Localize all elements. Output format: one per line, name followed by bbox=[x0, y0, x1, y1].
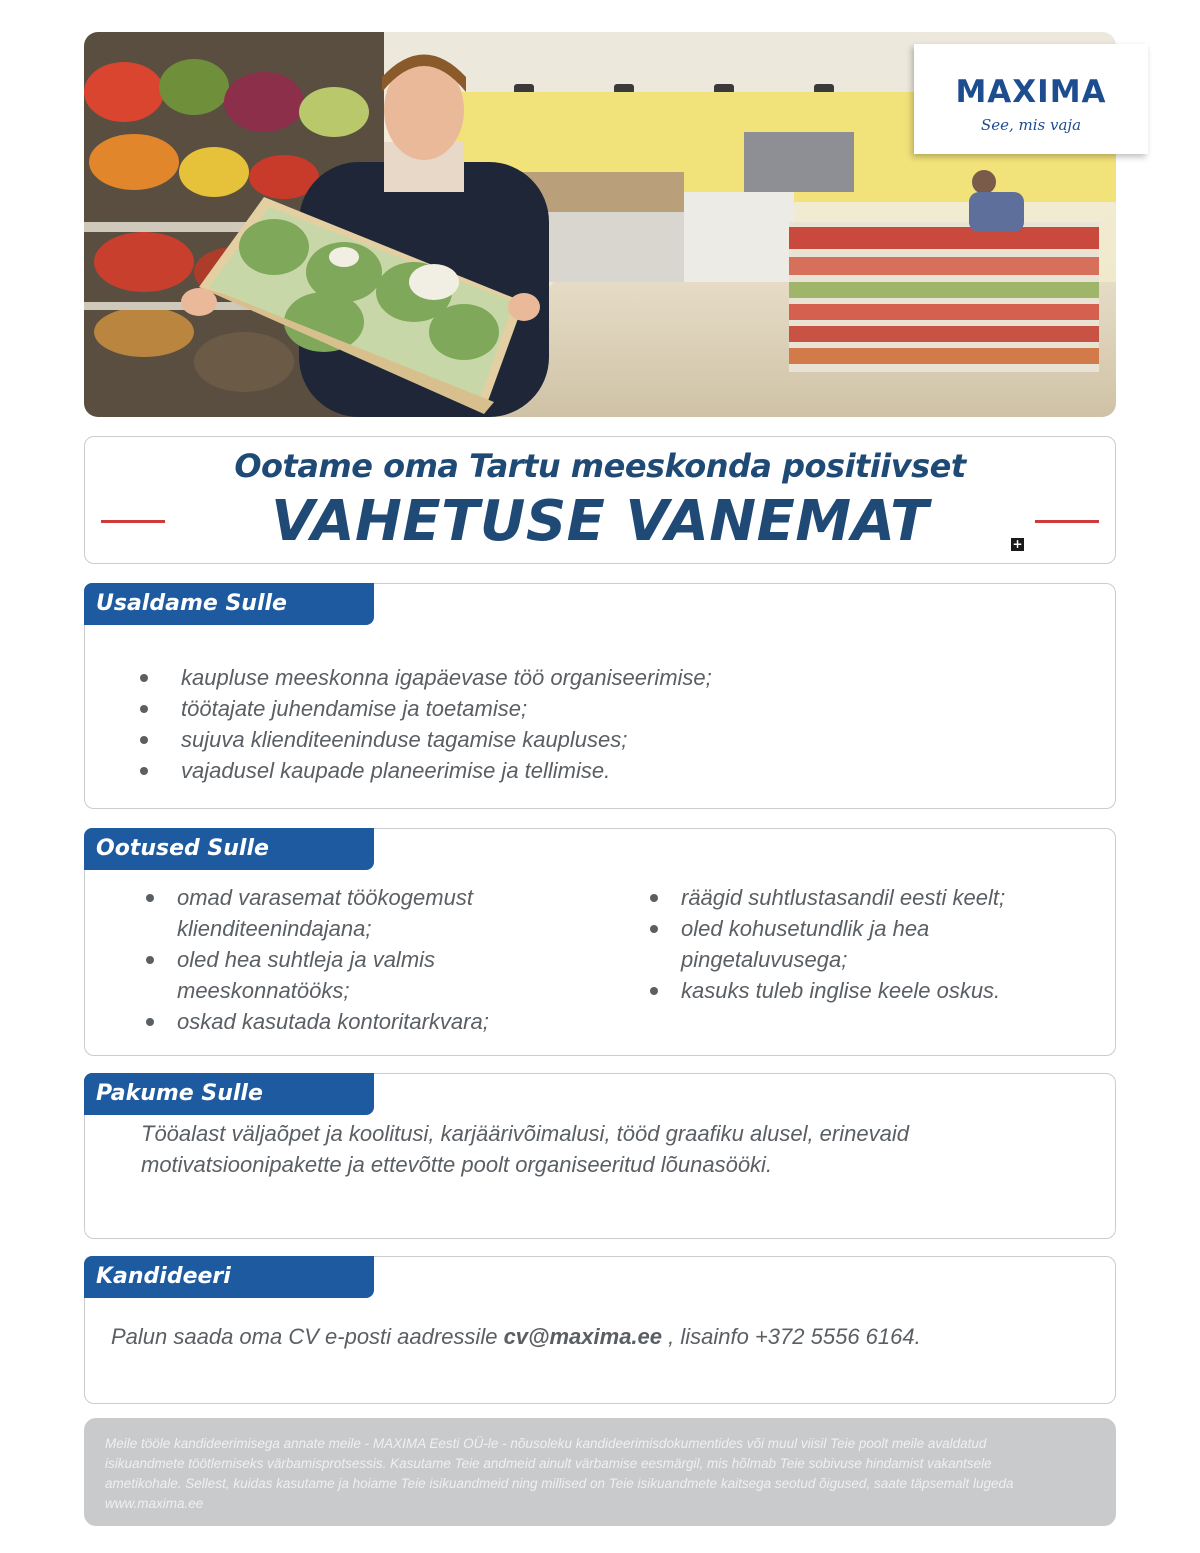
plus-icon: + bbox=[1012, 537, 1023, 551]
list-item: sujuva klienditeeninduse tagamise kaupluses; bbox=[181, 724, 712, 755]
apply-text-after: , lisainfo +372 5556 6164. bbox=[662, 1324, 921, 1349]
section-tab-offer: Pakume Sulle bbox=[84, 1073, 374, 1115]
list-item: räägid suhtlustasandil eesti keelt; bbox=[681, 882, 1021, 913]
apply-email-link[interactable]: cv@maxima.ee bbox=[503, 1324, 663, 1349]
list-item: töötajate juhendamise ja toetamise; bbox=[181, 693, 712, 724]
section-offer bbox=[84, 1073, 1116, 1239]
section-apply bbox=[84, 1256, 1116, 1404]
apply-text-before: Palun saada oma CV e-posti aadressile bbox=[111, 1324, 504, 1349]
list-item: oled kohusetundlik ja hea pingetaluvusega; bbox=[681, 913, 1021, 975]
offer-text: Tööalast väljaõpet ja koolitusi, karjäärivõimalusi, tööd graafiku alusel, erinevaid motivatsioonipakette ja ettevõtte poolt organiseeritud lõunasööki. bbox=[141, 1121, 909, 1177]
left-red-rule bbox=[101, 520, 165, 523]
list-item: kasuks tuleb inglise keele oskus. bbox=[681, 975, 1021, 1006]
responsibilities-list bbox=[181, 662, 712, 786]
privacy-disclaimer: Meile tööle kandideerimisega annate meile - MAXIMA Eesti OÜ-le - nõusoleku kandideerimisdokumentides või muul viisil Teie poolt meile avaldatud isikuandmete töötlemiseks värbamisprotsessis. Kasutame Teie andmeid ainult värbamise eesmärgil, mis hõlmab Teie sobivuse hindamist vakantsele ametikohale. Sellest, kuidas kasutame ja hoiame Teie isikuandmeid ning millised on Teie isikuandmete kaitsega seotud õigused, saate täpsemalt lugeda www.maxima.ee bbox=[84, 1418, 1116, 1526]
section-tab-responsibilities: Usaldame Sulle bbox=[84, 583, 374, 625]
brand-logo bbox=[914, 44, 1148, 154]
section-tab-expectations: Ootused Sulle bbox=[84, 828, 374, 870]
right-red-rule bbox=[1035, 520, 1099, 523]
expectations-list-right bbox=[681, 882, 1021, 1006]
section-responsibilities bbox=[84, 583, 1116, 809]
job-intro-heading: Ootame oma Tartu meeskonda positiivset bbox=[234, 447, 966, 485]
list-item: omad varasemat töökogemust klienditeenindajana; bbox=[177, 882, 517, 944]
list-item: oskad kasutada kontoritarkvara; bbox=[177, 1006, 517, 1037]
brand-logo-wordmark: MAXIMA bbox=[955, 74, 1107, 110]
job-title: VAHETUSE VANEMAT bbox=[271, 489, 929, 554]
section-expectations bbox=[84, 828, 1116, 1056]
expectations-list-left bbox=[177, 882, 517, 1037]
apply-instructions bbox=[111, 1321, 921, 1352]
list-item: kaupluse meeskonna igapäevase töö organiseerimise; bbox=[181, 662, 712, 693]
job-title-box bbox=[84, 436, 1116, 564]
list-item: oled hea suhtleja ja valmis meeskonnatööks; bbox=[177, 944, 517, 1006]
list-item: vajadusel kaupade planeerimise ja tellimise. bbox=[181, 755, 712, 786]
section-tab-apply: Kandideeri bbox=[84, 1256, 374, 1298]
brand-tagline: See, mis vaja bbox=[980, 116, 1082, 134]
